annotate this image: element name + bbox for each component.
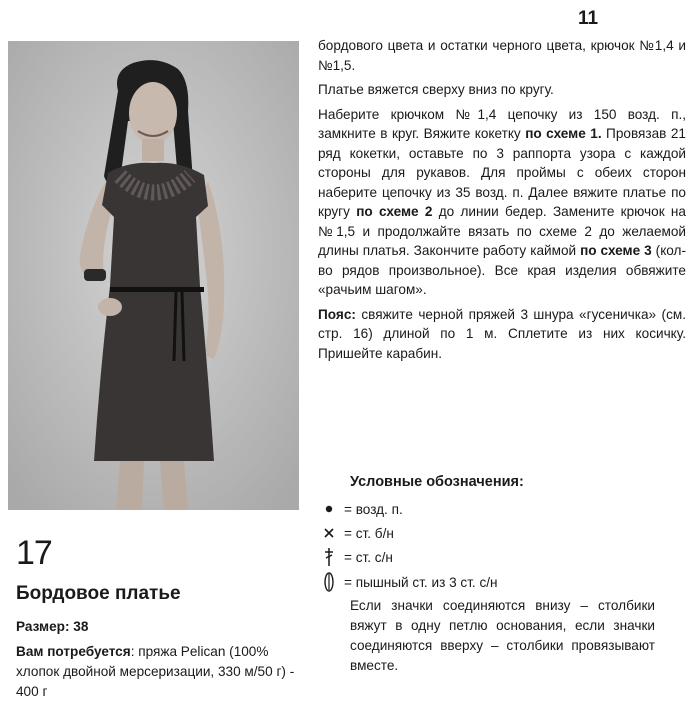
belt-instructions: Пояс: свяжите черной пряжей 3 шнура «гусеничка» (см. стр. 16) длиной по 1 м. Сплетите из них косичку. Пришейте карабин. (318, 306, 686, 361)
model-photo (8, 41, 299, 510)
legend-item: = возд. п. (318, 499, 403, 519)
pattern-number: 17 (16, 534, 52, 572)
legend-note: Если значки соединяются внизу – столбики вяжут в одну петлю основания, если значки соединяются вверху – столбики провязывают вместе. (350, 598, 655, 673)
instructions-text (318, 36, 686, 368)
materials-continued: бордового цвета и остатки черного цвета, крючок №1,4 и №1,5. (318, 38, 686, 73)
main-instructions: Наберите крючком №1,4 цепочку из 150 возд. п., замкните в круг. Вяжите кокетку по схеме 1. Провязав 21 ряд кокетки, оставьте по 3 раппорта узора с каждой стороны для рукавов. Для проймы с обеих сторон наберите цепочку из 35 возд. п. Далее вяжите платье по кругу по схеме 2 до линии бедер. Замените крючок на №1,5 и продолжайте вязать по схеме 2 до желаемой длины платья. Закончите работу каймой по схеме 3 (кол-во рядов произвольное). Все края изделия обвяжите «рачьим шагом». (318, 106, 687, 297)
legend-item: = ст. б/н (318, 523, 394, 543)
legend-title: Условные обозначения: (350, 474, 524, 490)
legend-item: = ст. с/н (318, 547, 393, 567)
chain-stitch-dot-icon (318, 503, 340, 515)
intro-paragraph: Платье вяжется сверху вниз по кругу. (318, 82, 554, 97)
legend-item: = пышный ст. из 3 ст. с/н (318, 572, 498, 592)
pattern-title: Бордовое платье (16, 583, 181, 604)
single-crochet-x-icon (318, 526, 340, 540)
page-number: 11 (578, 8, 599, 29)
double-crochet-icon (318, 547, 340, 567)
materials-text: Вам потребуется: пряжа Pelican (100% хлопок двойной мерсеризации, 330 м/50 г) - 400 г (16, 644, 295, 699)
size-line: Размер: 38 (16, 619, 89, 634)
puff-stitch-icon (318, 571, 340, 593)
